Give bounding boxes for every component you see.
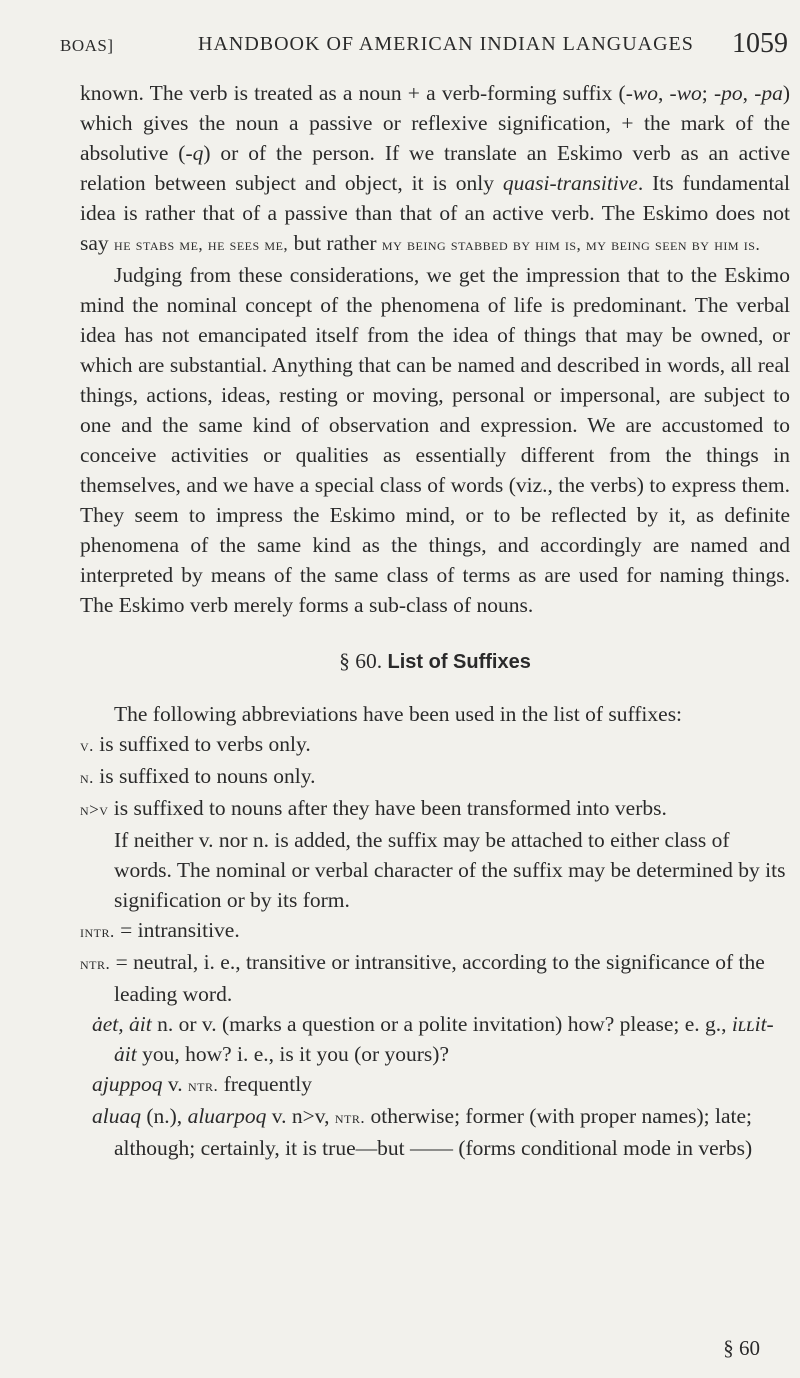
header-title: HANDBOOK OF AMERICAN INDIAN LANGUAGES bbox=[198, 33, 694, 55]
abbreviation-intro: The following abbreviations have been used in the list of suffixes: bbox=[114, 702, 683, 726]
section-heading bbox=[80, 646, 790, 677]
section-number: § 60. bbox=[339, 649, 383, 673]
abbr-n: n. is suffixed to nouns only. bbox=[80, 764, 316, 788]
header-author: BOAS] bbox=[60, 36, 114, 55]
abbr-neither: If neither v. nor n. is added, the suffix may be attached to either class of words. The nominal or verbal character of the suffix may be determined by its signification or by its form. bbox=[114, 828, 786, 912]
section-title: List of Suffixes bbox=[387, 651, 531, 673]
page-number: 1059 bbox=[732, 28, 788, 59]
paragraph-verb-as-noun: known. The verb is treated as a noun + a verb-forming suffix (-wo, -wo; -po, -pa) which gives the noun a passive or reflexive signification, + the mark of the absolutive (-q) or of the person. If we translate an Eskimo verb as an active relation between subject and object, it is only quasi-transitive. Its fundamental idea is rather that of a passive than that of an active verb. The Eskimo does not say he stabs me, he sees me, but rather my being stabbed by him is, my being seen by him is. bbox=[80, 81, 791, 255]
running-header bbox=[60, 28, 788, 68]
abbreviation-list bbox=[80, 699, 790, 1009]
abbr-ntr: ntr. = neutral, i. e., transitive or intransitive, according to the significance of the leading word. bbox=[80, 950, 765, 1006]
abbr-v: v. is suffixed to verbs only. bbox=[80, 732, 311, 756]
suffix-entry: ȧet, ȧit n. or v. (marks a question or a polite invitation) how? please; e. g., iʟʟit-ȧit you, how? i. e., is it you (or yours)? bbox=[92, 1012, 774, 1066]
suffix-entry: ajuppoq v. ntr. frequently bbox=[92, 1072, 312, 1096]
abbr-nv: n>v is suffixed to nouns after they have been transformed into verbs. If neither v. nor n. is added, the suffix may be attached to either class of words. The nominal or verbal character of the suffix may be determined by its signification or by its form. bbox=[80, 796, 786, 912]
footer-section-mark: § 60 bbox=[723, 1336, 760, 1360]
body-text bbox=[80, 78, 790, 1163]
abbr-intr: intr. = intransitive. bbox=[80, 918, 240, 942]
suffix-entries bbox=[80, 1009, 790, 1163]
paragraph-nominal-concept: Judging from these considerations, we get the impression that to the Eskimo mind the nominal concept of the phenomena of life is predominant. The verbal idea has not emancipated itself from the idea of things that may be owned, or which are substantial. Anything that can be named and described in words, all real things, actions, ideas, resting or moving, personal or impersonal, are subject to one and the same kind of observation and expression. We are accustomed to conceive activities or qualities as essentially different from the things in themselves, and we have a special class of words (viz., the verbs) to express them. They seem to impress the Eskimo mind, or to be reflected by it, as definite phenomena of the same kind as the things, and accordingly are named and interpreted by means of the same class of terms as are used for naming things. The Eskimo verb merely forms a sub-class of nouns. bbox=[80, 263, 790, 617]
suffix-entry: aluaq (n.), aluarpoq v. n>v, ntr. otherwise; former (with proper names); late; although; certainly, it is true—but —— (forms conditional mode in verbs) bbox=[92, 1104, 753, 1160]
